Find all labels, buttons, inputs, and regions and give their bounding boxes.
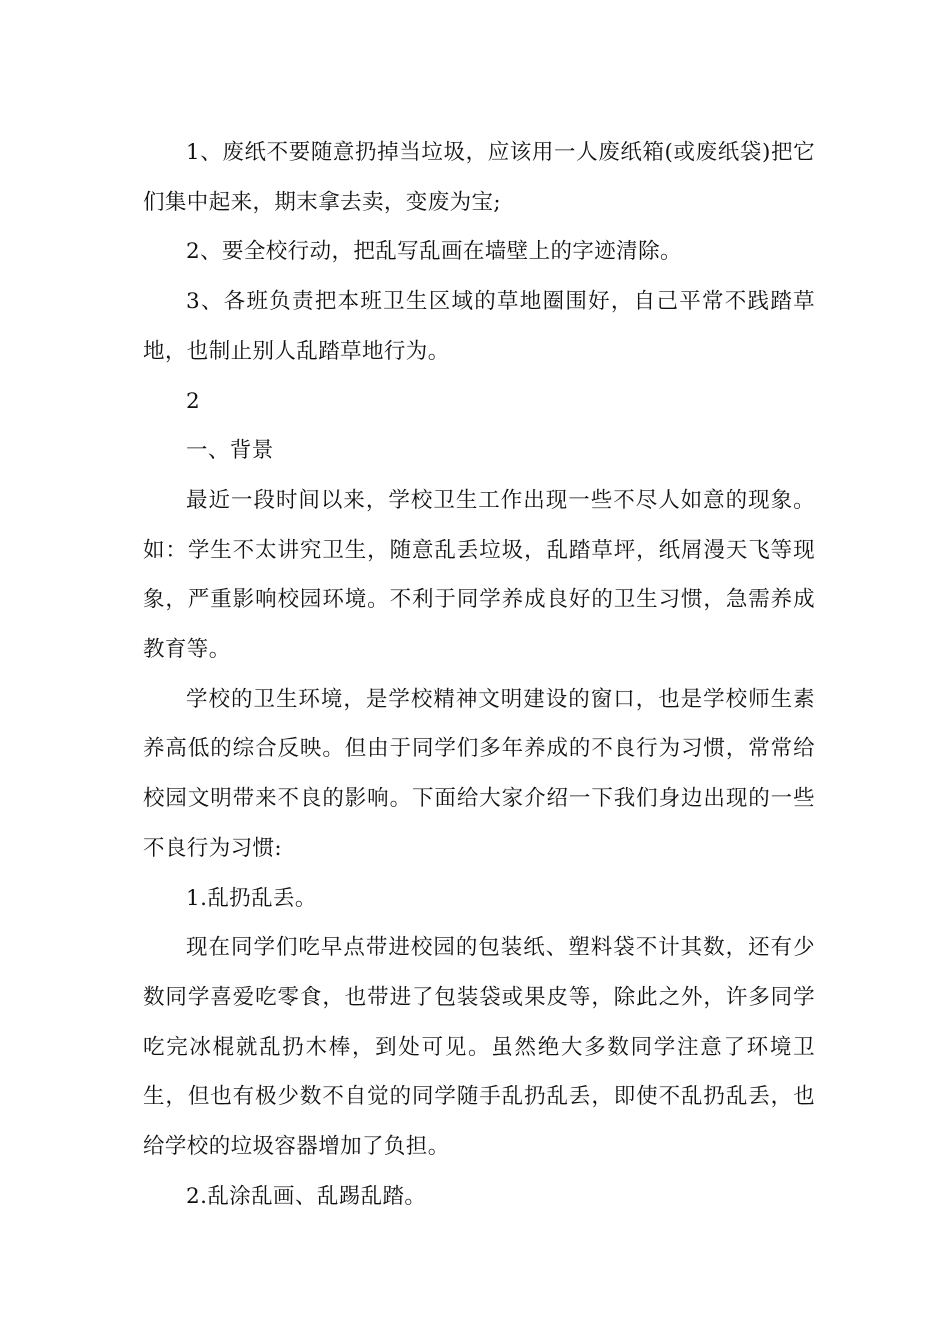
paragraph-rule-1: 1、废纸不要随意扔掉当垃圾，应该用一人废纸箱(或废纸袋)把它们集中起来，期末拿去卖，变废为宝;	[143, 140, 815, 215]
paragraph-background-2: 学校的卫生环境，是学校精神文明建设的窗口，也是学校师生素养高低的综合反映。但由于同学们多年养成的不良行为习惯，常常给校园文明带来不良的影响。下面给大家介绍一下我们身边出现的一些不良行为习惯:	[143, 686, 815, 861]
paragraph-littering: 现在同学们吃早点带进校园的包装纸、塑料袋不计其数，还有少数同学喜爱吃零食，也带进了包装袋或果皮等，除此之外，许多同学吃完冰棍就乱扔木棒，到处可见。虽然绝大多数同学注意了环境卫生，但也有极少数不自觉的同学随手乱扔乱丢，即使不乱扔乱丢，也给学校的垃圾容器增加了负担。	[143, 935, 815, 1160]
section-number: 2	[186, 388, 201, 414]
paragraph-rule-3: 3、各班负责把本班卫生区域的草地圈围好，自己平常不践踏草地，也制止别人乱踏草地行为。	[143, 289, 815, 364]
paragraph-background-1: 最近一段时间以来，学校卫生工作出现一些不尽人如意的现象。如：学生不太讲究卫生，随意乱丢垃圾，乱踏草坪，纸屑漫天飞等现象，严重影响校园环境。不利于同学养成良好的卫生习惯，急需养成教育等。	[143, 487, 815, 663]
paragraph-rule-2: 2、要全校行动，把乱写乱画在墙壁上的字迹清除。	[186, 239, 682, 265]
document-body	[143, 128, 815, 1221]
section-heading: 一、背景	[186, 438, 274, 464]
subheading-1: 1.乱扔乱丢。	[186, 885, 317, 911]
subheading-2: 2.乱涂乱画、乱踢乱踏。	[186, 1183, 427, 1209]
